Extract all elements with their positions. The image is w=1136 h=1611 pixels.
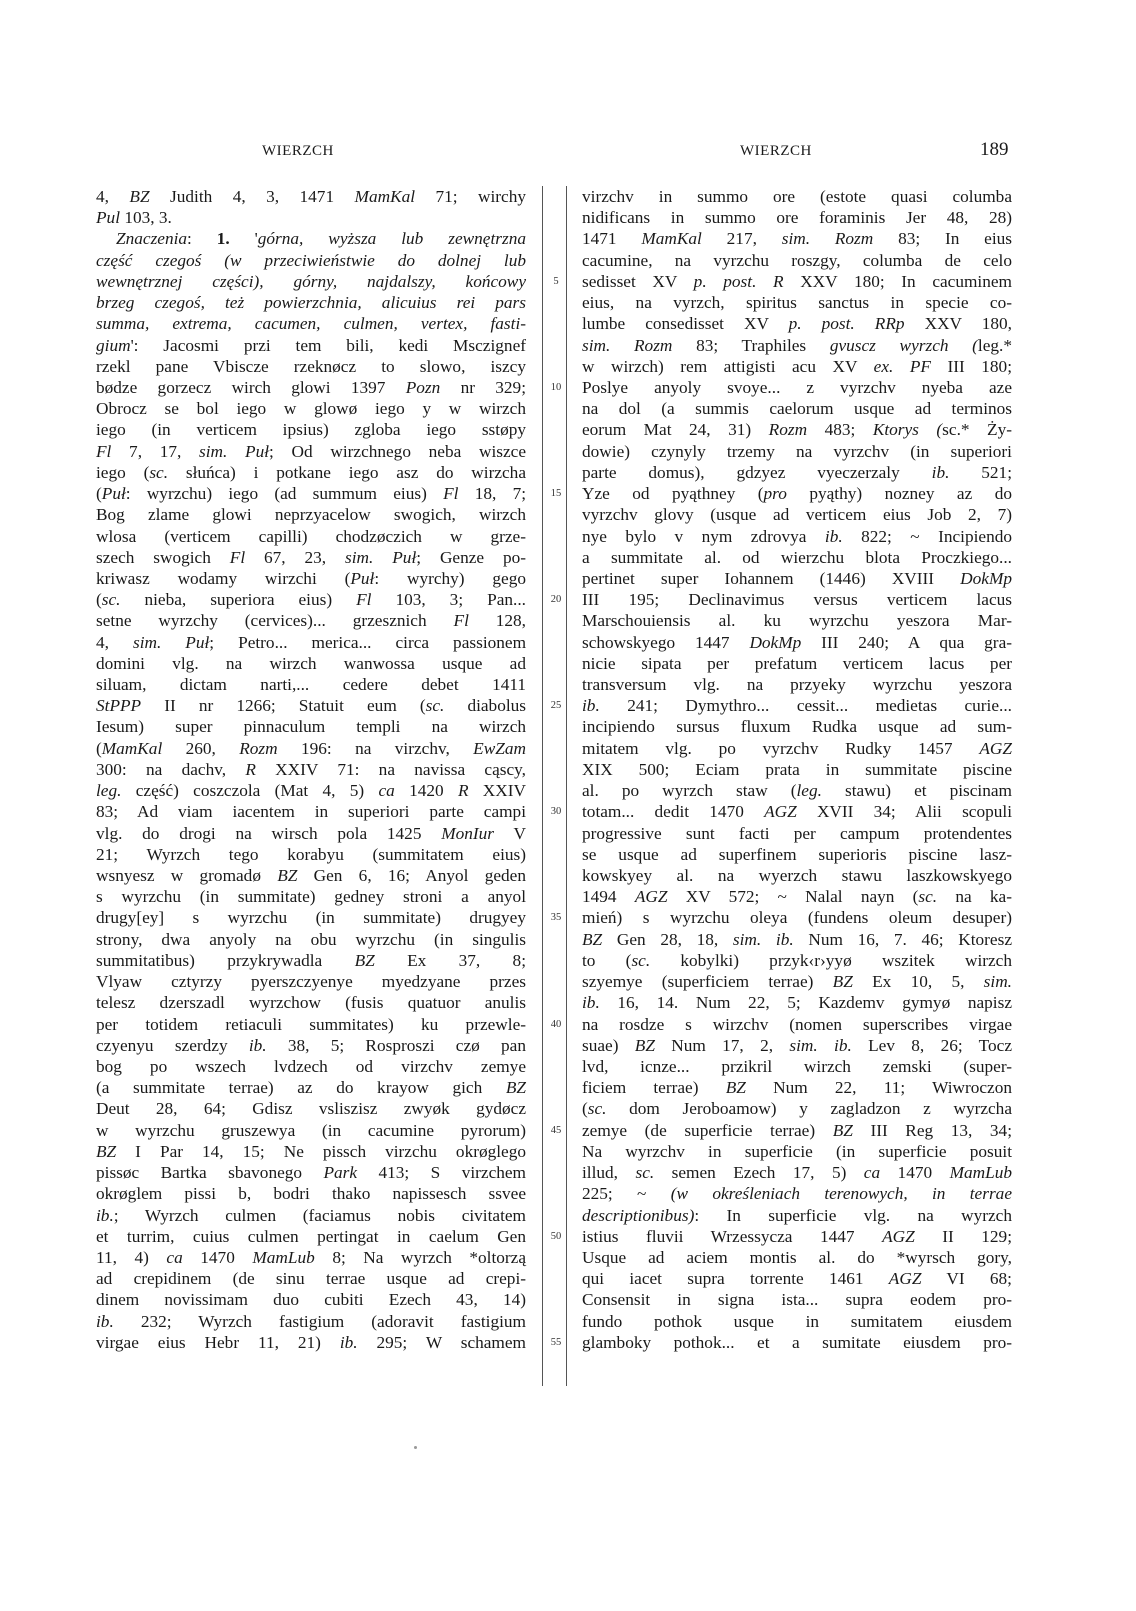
text-line: Poslye anyoly svoye... z vyrzchv nyeba aze [582,377,1012,397]
text-line: suae) BZ Num 17, 2, sim. ib. Lev 8, 26; Tocz [582,1035,1012,1055]
text-line: Na wyrzchv in superficie (in superficie posuit [582,1141,1012,1161]
text-line: virzchv in summo ore (estote quasi columba [582,187,1012,206]
text-line: illud, sc. semen Ezech 17, 5) ca 1470 MamLub [582,1163,1012,1183]
text-line: 1494 AGZ XV 572; ~ Nalal nayn (sc. na ka- [582,887,1012,907]
line-number: 15 [550,488,562,500]
text-line: nicie sipata per prefatum verticem lacus per [582,653,1012,673]
text-line: szyemye (superficiem terrae) BZ Ex 10, 5, sim. [582,972,1012,992]
text-line: Vlyaw cztyrzy pyerszczyenye myedzyane przes [96,972,526,992]
text-line: czyenyu szerdzy ib. 38, 5; Rosproszi czø pan [96,1035,526,1055]
text-line: cacumine, na vyrzchu roszgy, columba de celo [582,250,1012,270]
text-line: eorum Mat 24, 31) Rozm 483; Ktorys (sc.* Ży- [582,420,1012,440]
text-line: pissøc Bartka sbavonego Park 413; S virzchem [96,1163,526,1183]
text-line: al. po wyrzch staw (leg. stawu) et piscinam [582,781,1012,801]
text-line: na dol (a summis caelorum usque ad terminos [582,399,1012,419]
line-number: 25 [550,700,562,712]
text-line: ib. 16, 14. Num 22, 5; Kazdemv gymyø napisz [582,993,1012,1013]
text-line: ib.; Wyrzch culmen (faciamus nobis civitatem [96,1205,526,1225]
text-line: Znaczenia: 1. 'górna, wyższa lub zewnętrzna [116,229,526,249]
text-line: virgae eius Hebr 11, 21) ib. 295; W schamem [96,1332,526,1352]
text-line: domini vlg. na wirzch wanwossa usque ad [96,653,526,673]
text-line: Pul 103, 3. [96,208,172,228]
text-line: ib. 241; Dymythro... cessit... medietas curie... [582,696,1012,716]
text-line: strony, dwa anyoly na obu wyrzchu (in singulis [96,929,526,949]
text-line: bødze gorzecz wirch glowi 1397 Pozn nr 329; [96,377,527,397]
text-line: Fl 7, 17, sim. Puł; Od wirzchnego neba wiszce [96,441,526,461]
text-line: (a summitate terrae) az do krayow gich BZ [96,1078,526,1098]
text-line: (Puł: wyrzchu) iego (ad summum eius) Fl 18, 7; [96,484,527,504]
text-line: na rosdze s wirzchv (nomen superscribes virgae [582,1014,1012,1034]
text-line: Deut 28, 64; Gdisz vsliszisz zwyøk gydøcz [96,1099,526,1119]
text-line: wsnyesz w gromadø BZ Gen 6, 16; Anyol geden [96,866,526,885]
text-line: vlg. do drogi na wirsch pola 1425 MonIur V [96,823,526,843]
text-line: ficiem terrae) BZ Num 22, 11; Wiwroczon [582,1078,1012,1098]
text-line: iego (sc. słuńca) i potkane iego asz do wirzcha [96,462,526,482]
text-line: sedisset XV p. post. R XXV 180; In cacuminem [582,271,1012,291]
right-column [582,186,1012,1353]
text-line: BZ I Par 14, 15; Ne pissch virzchu okrøglego [96,1141,526,1161]
text-line: zemye (de superficie terrae) BZ III Reg 13, 34; [582,1120,1012,1140]
text-line: nye bylo v nym zdrovya ib. 822; ~ Incipiendo [582,526,1012,546]
text-line: BZ Gen 28, 18, sim. ib. Num 16, 7. 46; Ktoresz [582,929,1012,949]
text-line: XIX 500; Eciam prata in summitate piscine [582,759,1012,779]
text-line: 11, 4) ca 1470 MamLub 8; Na wyrzch *oltorzą [96,1247,526,1267]
text-line: dinem novissimam duo cubiti Ezech 43, 14) [96,1290,526,1310]
text-line: rzekl pane Vbiscze rzeknøcz to slowo, iszcy [96,356,526,376]
print-speck [414,1446,417,1449]
text-line: eius, na vyrzch, spiritus sanctus in specie co- [582,293,1012,313]
text-line: glamboky pothok... et a sumitate eiusdem pro- [582,1332,1012,1352]
text-line: parte domus), gdzyez vyeczerzaly ib. 521; [582,462,1013,482]
text-line: summitatibus) przykrywadla BZ Ex 37, 8; [96,950,526,970]
text-line: StPPP II nr 1266; Statuit eum (sc. diabolus [96,696,527,716]
text-line: iego (in verticem ipsius) zgloba iego sstøpy [96,420,526,440]
text-line: fundo pothok usque in sumitatem eiusdem [582,1311,1012,1331]
text-line: lumbe consedisset XV p. post. RRp XXV 180, [582,314,1012,334]
text-line: ad crepidinem (de sinu terrae usque ad crepi- [96,1269,526,1289]
line-number: 55 [550,1336,562,1348]
text-line: wlosa (verticem capilli) chodzøczich w grze- [96,526,526,546]
text-line: szech swogich Fl 67, 23, sim. Puł; Genze po- [96,547,527,567]
text-line: qui iacet supra torrente 1461 AGZ VI 68; [582,1269,1012,1289]
text-line: telesz dzerszadl wyrzchow (fusis quatuor anulis [96,993,526,1013]
running-head-right: WIERZCH [740,143,812,159]
text-line: 225; ~ (w określeniach terenowych, in terrae [582,1184,1012,1204]
text-line: leg. część) coszczola (Mat 4, 5) ca 1420 R XXIV [96,781,527,801]
column-rule-left [542,186,543,1386]
text-line: kowskyey al. na wyerzch stawu laszkowskyego [582,866,1012,885]
text-line: progressive sunt facti per campum protendentes [582,823,1012,843]
text-line: 83; Ad viam iacentem in superiori parte campi [96,802,526,822]
text-line: część czegoś (w przeciwieństwie do dolnej lub [96,250,526,270]
text-line: nidificans in summo ore foraminis Jer 48, 28) [582,208,1012,228]
line-number: 40 [550,1018,562,1030]
running-head-left: WIERZCH [262,143,334,159]
line-number: 20 [550,594,562,606]
text-line: (MamKal 260, Rozm 196: na virzchv, EwZam [96,738,526,758]
text-line: transversum vlg. na przyeky wyrzchu yeszora [582,675,1012,695]
text-line: Usque ad aciem montis al. do *wyrsch gory, [582,1247,1012,1267]
text-line: Marschouiensis al. ku wyrzchu yeszora Mar- [582,611,1012,631]
text-line: et turrim, cuius culmen pertingat in caelum Gen [96,1226,526,1246]
line-number: 30 [550,806,562,818]
text-line: vyrzchv glovy (usque ad verticem eius Job 2, 7) [582,505,1012,525]
text-line: setne wyrzchy (cervices)... grzesznich Fl 128, [96,611,527,631]
text-line: Yze od pyąthney (pro pyąthy) nozney az do [582,484,1012,504]
text-line: 300: na dachv, R XXIV 71: na navissa cąscy, [96,759,526,779]
text-line: per totidem retiaculi summitates) ku przewle- [96,1014,526,1034]
line-number: 10 [550,381,562,393]
text-line: drugy[ey] s wyrzchu (in summitate) drugyey [96,908,526,928]
text-line: a summitate al. od wierzchu blota Proczkiego... [582,547,1012,567]
text-line: sim. Rozm 83; Traphiles gvuscz wyrzch (leg.* [582,335,1012,355]
page-number: 189 [980,139,1009,160]
column-rule-right [566,186,567,1386]
text-line: Obrocz se bol iego w glowø iego y w wirzch [96,399,526,419]
text-line: wewnętrznej części), górny, najdalszy, końcowy [96,271,526,291]
line-number: 5 [553,275,559,287]
text-line: w wyrzchu gruszewya (in cacumine pyrorum) [96,1120,526,1140]
text-line: totam... dedit 1470 AGZ XVII 34; Alii scopuli [582,802,1012,822]
text-line: incipiendo sursus fluxum Rudka usque ad sum- [582,717,1012,737]
text-line: 1471 MamKal 217, sim. Rozm 83; In eius [582,229,1012,249]
text-line: w wirzch) rem attigisti acu XV ex. PF III 180; [582,356,1012,376]
text-line: kriwasz wodamy wirzchi (Puł: wyrchy) gego [96,568,526,588]
text-line: Iesum) super pinnaculum templi na wirzch [96,717,526,737]
text-line: mitatem vlg. po vyrzchv Rudky 1457 AGZ [582,738,1012,758]
left-column [96,186,526,1353]
text-line: descriptionibus): In superficie vlg. na wyrzch [582,1205,1012,1225]
text-line: se usque ad superfinem superioris piscine lasz- [582,844,1012,864]
text-line: (sc. dom Jeroboamow) y zagladzon z wyrzcha [582,1099,1012,1119]
text-line: 4, BZ Judith 4, 3, 1471 MamKal 71; wirchy [96,187,526,206]
text-line: brzeg czegoś, też powierzchnia, alicuius rei pars [96,293,526,313]
line-number: 45 [550,1124,562,1136]
text-line: bog po wszech lvdzech od virzchv zemye [96,1056,526,1076]
text-line: Bog zlame glowi neprzyacelow swogich, wirzch [96,505,526,525]
text-line: Consensit in signa ista... supra eodem pro- [582,1290,1012,1310]
text-line: mień) s wyrzchu oleya (fundens oleum desuper) [582,908,1012,928]
text-line: 4, sim. Puł; Petro... merica... circa passionem [96,632,527,652]
text-line: 21; Wyrzch tego korabyu (summitatem eius) [96,844,526,864]
text-line: pertinet super Iohannem (1446) XVIII DokMp [582,568,1012,588]
text-line: siluam, dictam narti,... cedere debet 1411 [96,675,526,695]
line-number: 35 [550,912,562,924]
text-line: istius fluvii Wrzessycza 1447 AGZ II 129; [582,1226,1012,1246]
text-line: III 195; Declinavimus versus verticem lacus [582,590,1012,610]
text-line: summa, extrema, cacumen, culmen, vertex, fasti- [96,314,526,334]
text-line: schowskyego 1447 DokMp III 240; A qua gra- [582,632,1012,652]
text-line: dowie) czynyly trzemy na vyrzchv (in superiori [582,441,1012,461]
line-number: 50 [550,1230,562,1242]
text-line: lvd, icnze... przikril wirzch zemski (super- [582,1056,1012,1076]
text-line: okrøglem pissi b, bodri thako napissesch ssvee [96,1184,526,1204]
text-line: gium': Jacosmi przi tem bili, kedi Msczignef [96,335,526,355]
text-line: to (sc. kobylki) przyk‹r›yyø wszitek wirzch [582,950,1012,970]
text-line: s wyrzchu (in summitate) gedney stroni a anyol [96,887,526,907]
text-line: (sc. nieba, superiora eius) Fl 103, 3; Pan... [96,590,526,610]
text-line: ib. 232; Wyrzch fastigium (adoravit fastigium [96,1311,526,1331]
